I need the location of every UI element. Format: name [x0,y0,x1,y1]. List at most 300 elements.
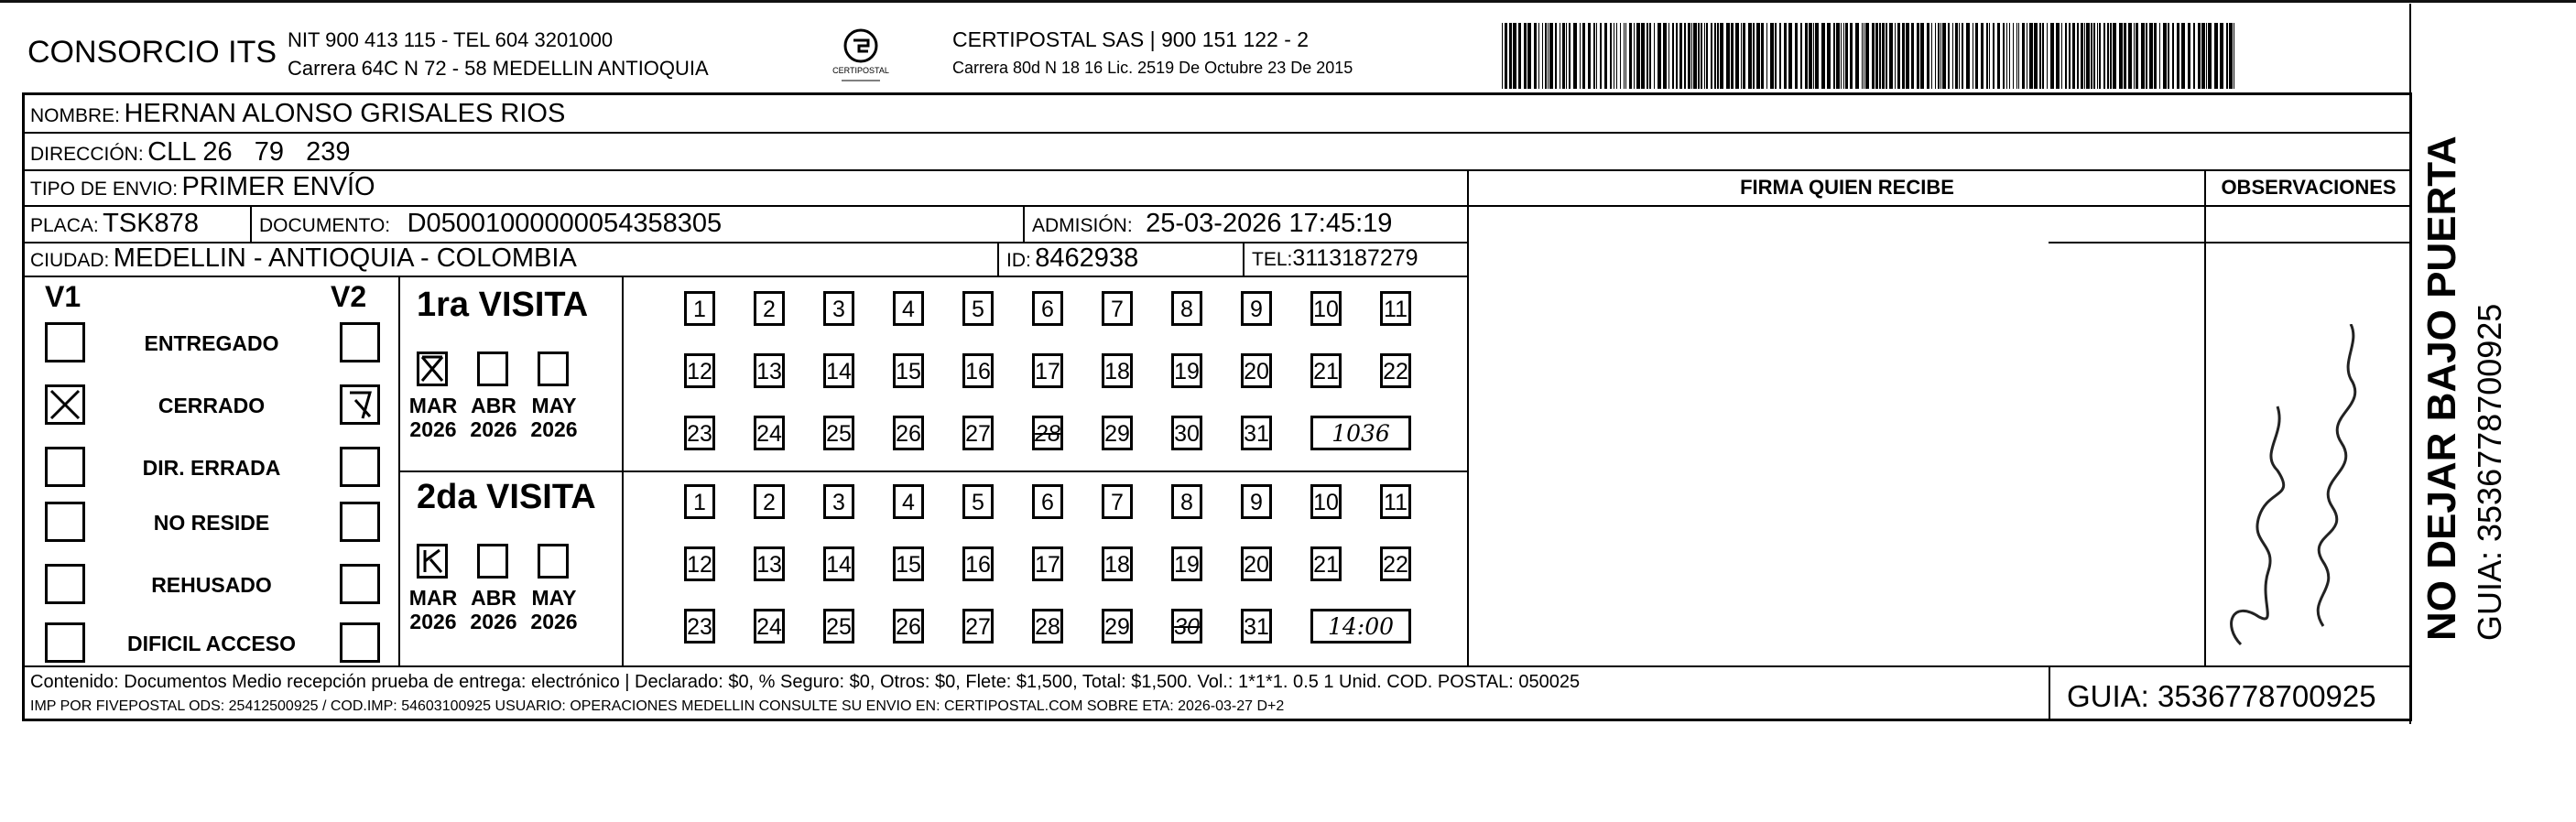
barcode-bar [1911,23,1914,89]
day-box[interactable]: 4 [893,291,924,326]
day-box[interactable]: 3 [823,484,854,519]
barcode-bar [1741,23,1742,89]
barcode-bar [2077,23,2079,89]
v2-checkbox[interactable] [340,502,380,542]
barcode-bar [1993,23,1994,89]
barcode-bar [2013,23,2014,89]
month-name: ABR [471,394,516,417]
barcode-bar [1795,23,1798,89]
month-checkbox[interactable] [417,352,448,386]
barcode-bar [1841,23,1842,89]
barcode-bar [1975,23,1978,89]
barcode-bar [2061,23,2062,89]
barcode-bar [1649,23,1651,89]
day-box[interactable]: 25 [823,416,854,450]
barcode-bar [1813,23,1814,89]
day-box[interactable]: 4 [893,484,924,519]
barcode-bar [2029,23,2033,89]
admision-value: 25-03-2026 17:45:19 [1146,209,1393,238]
barcode-bar [1836,23,1840,89]
day-box[interactable]: 10 [1310,291,1342,326]
day-box[interactable]: 14 [823,546,854,581]
barcode-bar [1862,23,1863,89]
day-box[interactable]: 18 [1102,353,1133,388]
month-year: 2026 [409,610,457,633]
barcode-bar [1562,23,1565,89]
barcode-bar [2084,23,2085,89]
barcode-bar [1942,23,1946,89]
barcode-bar [2103,23,2105,89]
barcode-bar [1845,23,1848,89]
barcode-bar [1518,23,1521,89]
barcode-bar [1788,23,1792,89]
barcode-bar [1726,23,1730,89]
month-checkbox[interactable] [538,544,569,579]
day-box[interactable]: 21 [1310,353,1342,388]
day-box[interactable]: 8 [1171,484,1202,519]
barcode-bar [1855,23,1859,89]
barcode-bar [2034,23,2038,89]
day-box[interactable]: 12 [684,546,715,581]
day-box[interactable]: 20 [1241,353,1272,388]
v2-checkbox[interactable] [340,622,380,663]
day-box[interactable]: 14 [823,353,854,388]
ciudad-value: MEDELLIN - ANTIOQUIA - COLOMBIA [113,243,577,273]
barcode-bar [1524,23,1527,89]
delivery-form [22,92,2412,721]
day-box[interactable]: 25 [823,609,854,644]
visit-time-box[interactable]: 1036 [1310,416,1411,450]
barcode-bar [1704,23,1705,89]
barcode-bar [2177,23,2179,89]
day-box[interactable]: 20 [1241,546,1272,581]
month-label [527,586,582,633]
barcode-bar [1658,23,1661,89]
day-box[interactable]: 22 [1380,353,1411,388]
barcode-bar [1534,23,1537,89]
day-box[interactable]: 8 [1171,291,1202,326]
month-checkbox[interactable] [477,352,508,386]
barcode-bar [1770,23,1774,89]
nombre-label: NOMBRE: [30,105,121,126]
barcode-bar [1616,23,1617,89]
day-box[interactable]: 7 [1102,484,1133,519]
barcode-bar [2099,23,2101,89]
barcode-bar [1805,23,1808,89]
barcode-bar [1938,23,1940,89]
barcode-bar [1902,23,1905,89]
barcode-bar [2134,23,2135,89]
barcode-bar [1691,23,1692,89]
day-box[interactable]: 31 [1241,609,1272,644]
day-box[interactable]: 17 [1032,353,1063,388]
barcode-bar [2056,23,2060,89]
documento-label: DOCUMENTO: [259,215,391,236]
barcode-bar [1940,23,1941,89]
day-box[interactable]: 30 [1171,416,1202,450]
tipo-value: PRIMER ENVÍO [181,172,375,201]
v2-checkbox[interactable] [340,384,380,425]
v1-checkbox[interactable] [45,447,85,487]
month-year: 2026 [470,610,517,633]
barcode-bar [1663,23,1667,89]
month-checkbox[interactable] [538,352,569,386]
top-border [0,0,2576,3]
barcode-bar [1753,23,1755,89]
month-name: MAY [531,586,577,610]
barcode-bar [1684,23,1686,89]
day-box[interactable]: 29 [1102,416,1133,450]
day-box[interactable]: 12 [684,353,715,388]
day-box[interactable]: 9 [1241,484,1272,519]
barcode-bar [1743,23,1745,89]
direccion-label: DIRECCIÓN: [30,144,144,165]
documento-value: D05001000000054358305 [407,209,723,238]
barcode-bar [1875,23,1878,89]
barcode-bar [1879,23,1881,89]
barcode-bar [1600,23,1602,89]
month-year: 2026 [470,417,517,441]
svg-text:CERTIPOSTAL: CERTIPOSTAL [832,66,889,75]
visit2-title: 2da VISITA [417,478,596,516]
barcode-bar [1935,23,1936,89]
month-year: 2026 [409,417,457,441]
barcode-bar [1527,23,1531,89]
month-checkbox[interactable] [477,544,508,579]
day-box[interactable]: 18 [1102,546,1133,581]
direccion-value: CLL 26 79 239 [147,137,351,167]
barcode-bar [1693,23,1697,89]
barcode-bar [2188,23,2190,89]
day-box[interactable]: 28 [1032,609,1063,644]
barcode-bar [2128,23,2132,89]
day-box[interactable]: 13 [754,353,785,388]
v1-header: V1 [45,280,82,313]
barcode [1502,23,2234,89]
address-line: Carrera 64C N 72 - 58 MEDELLIN ANTIOQUIA [288,57,709,80]
barcode-bar [1634,23,1635,89]
month-name: MAR [408,394,458,417]
barcode-bar [1668,23,1669,89]
day-box[interactable]: 29 [1102,609,1133,644]
barcode-bar [1920,23,1924,89]
barcode-bar [1955,23,1958,89]
barcode-bar [1641,23,1645,89]
barcode-bar [1604,23,1607,89]
day-box[interactable]: 2 [754,291,785,326]
barcode-bar [1731,23,1734,89]
v2-header: V2 [331,280,367,313]
barcode-bar [1625,23,1626,89]
status-label: REHUSADO [151,573,272,597]
barcode-bar [2050,23,2054,89]
barcode-bar [2097,23,2098,89]
barcode-bar [1573,23,1577,89]
barcode-bar [2149,23,2153,89]
placa-value: TSK878 [103,209,199,238]
barcode-bar [1775,23,1777,89]
barcode-bar [2159,23,2160,89]
barcode-bar [1717,23,1719,89]
tel-label: TEL: [1252,249,1293,270]
day-box[interactable]: 6 [1032,291,1063,326]
barcode-bar [2146,23,2147,89]
day-box[interactable]: 15 [893,546,924,581]
v2-checkbox[interactable] [340,447,380,487]
tel-field [1252,245,1418,272]
barcode-bar [2208,23,2212,89]
barcode-bar [1676,23,1678,89]
placa-label: PLACA: [30,215,99,236]
barcode-bar [2107,23,2109,89]
month-label [527,394,582,441]
day-box[interactable]: 10 [1310,484,1342,519]
barcode-bar [2016,23,2017,89]
status-label: CERRADO [158,394,266,417]
barcode-bar [1815,23,1819,89]
firma-label: FIRMA QUIEN RECIBE [1740,176,1954,199]
day-box[interactable]: 26 [893,416,924,450]
day-box[interactable]: 1 [684,291,715,326]
barcode-bar [1917,23,1919,89]
day-box[interactable]: 6 [1032,484,1063,519]
barcode-bar [1895,23,1896,89]
day-box[interactable]: 28 [1032,416,1063,450]
barcode-bar [1688,23,1690,89]
direccion-field [30,137,351,168]
barcode-bar [2086,23,2090,89]
barcode-bar [1756,23,1760,89]
barcode-bar [1588,23,1591,89]
barcode-bar [1761,23,1764,89]
barcode-bar [1989,23,1990,89]
barcode-bar [1748,23,1752,89]
barcode-bar [1654,23,1655,89]
barcode-bar [1966,23,1970,89]
visit1-title: 1ra VISITA [417,286,589,324]
barcode-bar [2181,23,2185,89]
barcode-bar [2193,23,2195,89]
day-box[interactable]: 17 [1032,546,1063,581]
barcode-bar [2042,23,2044,89]
barcode-bar [1766,23,1767,89]
status-label: ENTREGADO [144,331,279,355]
day-box[interactable]: 19 [1171,546,1202,581]
day-box[interactable]: 11 [1380,484,1411,519]
barcode-bar [1706,23,1708,89]
barcode-bar [2119,23,2123,89]
barcode-bar [1549,23,1553,89]
day-box[interactable]: 5 [962,484,994,519]
day-box[interactable]: 3 [823,291,854,326]
barcode-bar [1538,23,1539,89]
nit-line: NIT 900 413 115 - TEL 604 3201000 [288,28,614,51]
day-box[interactable]: 7 [1102,291,1133,326]
day-box[interactable]: 2 [754,484,785,519]
barcode-bar [1897,23,1900,89]
barcode-bar [1701,23,1702,89]
month-label [406,586,461,633]
barcode-bar [1981,23,1984,89]
barcode-bar [1720,23,1723,89]
company-info [288,26,709,82]
barcode-bar [2226,23,2228,89]
barcode-bar [1850,23,1853,89]
day-box[interactable]: 26 [893,609,924,644]
barcode-bar [2168,23,2169,89]
barcode-bar [1809,23,1812,89]
day-box[interactable]: 27 [962,416,994,450]
barcode-bar [2081,23,2083,89]
ciudad-label: CIUDAD: [30,250,110,271]
barcode-bar [2003,23,2005,89]
barcode-bar [2124,23,2126,89]
barcode-bar [1555,23,1557,89]
certi-line2: Carrera 80d N 18 16 Lic. 2519 De Octubre 23 De 2015 [952,59,1353,77]
certipostal-logo [829,26,893,86]
visit-time-box[interactable]: 14:00 [1310,609,1411,644]
barcode-bar [1698,23,1700,89]
footer-print-info: IMP POR FIVEPOSTAL ODS: 25412500925 / COD.IMP: 54603100925 USUARIO: OPERACIONES MEDELLIN CONSULTE SU ENVIO EN: CERTIPOSTAL.COM SOBRE ETA: 2026-03-27 D+2 [30,698,1285,714]
day-box[interactable]: 21 [1310,546,1342,581]
month-name: MAR [408,586,458,610]
barcode-bar [1548,23,1549,89]
barcode-bar [2201,23,2205,89]
day-box[interactable]: 16 [962,546,994,581]
footer-guia: GUIA: 3536778700925 [2067,679,2376,713]
barcode-bar [2065,23,2067,89]
barcode-bar [1959,23,1960,89]
day-box[interactable]: 23 [684,416,715,450]
barcode-bar [2163,23,2167,89]
side-guia: GUIA: 3536778700925 [2471,303,2508,641]
month-year: 2026 [530,417,578,441]
v2-checkbox[interactable] [340,322,380,362]
barcode-bar [2154,23,2157,89]
month-name: MAY [531,394,577,417]
status-label: NO RESIDE [153,511,270,535]
day-box[interactable]: 22 [1380,546,1411,581]
admision-label: ADMISIÓN: [1032,215,1133,236]
v1-checkbox[interactable] [45,622,85,663]
id-label: ID: [1006,250,1031,271]
barcode-bar [1784,23,1787,89]
barcode-bar [1569,23,1571,89]
barcode-bar [2141,23,2145,89]
month-label [406,394,461,441]
barcode-bar [1593,23,1595,89]
footer-content: Contenido: Documentos Medio recepción prueba de entrega: electrónico | Declarado: $0, % Seguro: $0, Otros: $0, Flete: $1,500, Total: $1,500. Vol.: 1*1*1. 0.5 1 Unid. COD. POSTAL: 050025 [30,672,1581,692]
nombre-field [30,99,565,129]
barcode-bar [1596,23,1597,89]
v2-checkbox[interactable] [340,564,380,604]
barcode-bar [1962,23,1963,89]
day-box[interactable]: 23 [684,609,715,644]
barcode-bar [2198,23,2201,89]
barcode-bar [1513,23,1516,89]
barcode-bar [1580,23,1581,89]
barcode-bar [1827,23,1831,89]
side-warning [2419,135,2509,641]
barcode-bar [2110,23,2112,89]
barcode-bar [1505,23,1507,89]
barcode-bar [1872,23,1875,89]
day-box[interactable]: 15 [893,353,924,388]
barcode-bar [1672,23,1674,89]
barcode-bar [1779,23,1781,89]
observation-handwriting [2204,324,2406,654]
barcode-bar [2093,23,2095,89]
month-checkbox[interactable] [417,544,448,579]
day-box[interactable]: 5 [962,291,994,326]
nombre-value: HERNAN ALONSO GRISALES RIOS [124,99,566,128]
barcode-bar [1948,23,1950,89]
barcode-bar [1647,23,1648,89]
day-box[interactable]: 31 [1241,416,1272,450]
day-box[interactable]: 27 [962,609,994,644]
ciudad-field [30,243,577,274]
barcode-bar [2039,23,2041,89]
v1-checkbox[interactable] [45,384,85,425]
barcode-bar [1545,23,1547,89]
day-box[interactable]: 1 [684,484,715,519]
barcode-bar [2229,23,2233,89]
barcode-bar [2091,23,2092,89]
barcode-bar [2220,23,2223,89]
barcode-bar [1986,23,1988,89]
day-box[interactable]: 11 [1380,291,1411,326]
day-box[interactable]: 24 [754,416,785,450]
day-box[interactable]: 13 [754,546,785,581]
v1-checkbox[interactable] [45,322,85,362]
barcode-bar [1636,23,1640,89]
barcode-bar [1821,23,1825,89]
day-box[interactable]: 30 [1171,609,1202,644]
certipostal-info [952,26,1353,82]
barcode-bar [1931,23,1932,89]
v1-checkbox[interactable] [45,564,85,604]
barcode-bar [1610,23,1612,89]
barcode-bar [2072,23,2075,89]
status-label: DIFICIL ACCESO [126,632,296,655]
barcode-bar [2022,23,2025,89]
month-year: 2026 [530,610,578,633]
barcode-bar [1502,23,1503,89]
barcode-bar [1714,23,1716,89]
barcode-bar [2009,23,2010,89]
barcode-bar [2006,23,2007,89]
barcode-bar [1833,23,1835,89]
barcode-bar [2069,23,2071,89]
barcode-bar [1629,23,1632,89]
status-label: DIR. ERRADA [142,456,281,480]
day-box[interactable]: 9 [1241,291,1272,326]
id-field [1006,243,1138,274]
barcode-bar [2172,23,2174,89]
no-dejar-text: NO DEJAR BAJO PUERTA [2419,135,2464,641]
barcode-bar [2206,23,2207,89]
id-value: 8462938 [1035,243,1139,273]
barcode-bar [2047,23,2048,89]
month-label [466,586,521,633]
v1-checkbox[interactable] [45,502,85,542]
day-box[interactable]: 16 [962,353,994,388]
barcode-bar [1997,23,2000,89]
tipo-label: TIPO DE ENVIO: [30,178,179,200]
day-box[interactable]: 19 [1171,353,1202,388]
barcode-bar [1620,23,1621,89]
day-box[interactable]: 24 [754,609,785,644]
